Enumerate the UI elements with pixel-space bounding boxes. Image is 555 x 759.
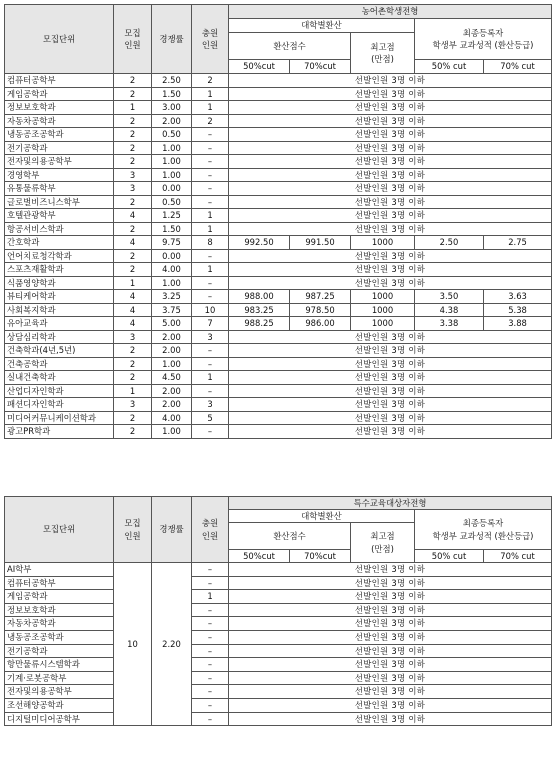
extra-value: –: [192, 617, 229, 631]
ratio-value: 2.00: [152, 384, 192, 398]
unit-name: AI학부: [5, 563, 114, 577]
ratio-value: 1.00: [152, 357, 192, 371]
extra-value: 1: [192, 209, 229, 223]
ratio-value: 9.75: [152, 236, 192, 250]
selection-note: 선발인원 3명 이하: [229, 222, 552, 236]
table-row: [5, 658, 552, 672]
table-row: [5, 290, 552, 304]
col-header-extra: 충원 인원: [192, 497, 229, 563]
ratio-value: 1.00: [152, 425, 192, 439]
extra-value: –: [192, 290, 229, 304]
table-row: [5, 371, 552, 385]
extra-value: 10: [192, 303, 229, 317]
unit-name: 언어치료청각학과: [5, 249, 114, 263]
extra-value: –: [192, 155, 229, 169]
selection-note: 선발인원 3명 이하: [229, 344, 552, 358]
unit-name: 게임공학과: [5, 590, 114, 604]
col-header-quota: 모집 인원: [114, 497, 152, 563]
quota-value: 4: [114, 209, 152, 223]
unit-name: 미디어커뮤니케이션학과: [5, 411, 114, 425]
quota-value: 1: [114, 276, 152, 290]
table-row: [5, 182, 552, 196]
extra-value: –: [192, 276, 229, 290]
cut70-value: 986.00: [290, 317, 351, 331]
extra-value: –: [192, 563, 229, 577]
unit-name: 건축공학과: [5, 357, 114, 371]
selection-note: 선발인원 3명 이하: [229, 603, 552, 617]
unit-name: 자동차공학과: [5, 617, 114, 631]
cut50-value: 988.00: [229, 290, 290, 304]
col-header-final-cut70: 70% cut: [484, 60, 552, 74]
shared-quota-value: 10: [114, 563, 152, 726]
extra-value: –: [192, 698, 229, 712]
ratio-value: 3.75: [152, 303, 192, 317]
extra-value: –: [192, 141, 229, 155]
final-cut70-value: 5.38: [484, 303, 552, 317]
quota-value: 1: [114, 101, 152, 115]
special-education-admission-table: [4, 496, 552, 726]
selection-note: 선발인원 3명 이하: [229, 209, 552, 223]
selection-note: 선발인원 3명 이하: [229, 671, 552, 685]
unit-name: 전기공학과: [5, 644, 114, 658]
table-row: [5, 671, 552, 685]
ratio-value: 1.00: [152, 276, 192, 290]
unit-name: 정보보호학과: [5, 101, 114, 115]
quota-value: 2: [114, 344, 152, 358]
quota-value: 2: [114, 222, 152, 236]
extra-value: 2: [192, 74, 229, 88]
quota-value: 2: [114, 74, 152, 88]
extra-value: 1: [192, 590, 229, 604]
unit-name: 기계·로봇공학부: [5, 671, 114, 685]
col-header-max-score: 최고점 (만점): [351, 33, 415, 74]
table-row: [5, 603, 552, 617]
col-header-cut50: 50%cut: [229, 60, 290, 74]
col-header-final-cut50: 50% cut: [415, 60, 484, 74]
extra-value: –: [192, 712, 229, 726]
ratio-value: 1.00: [152, 168, 192, 182]
selection-note: 선발인원 3명 이하: [229, 276, 552, 290]
quota-value: 3: [114, 182, 152, 196]
table-row: [5, 101, 552, 115]
table-row: [5, 222, 552, 236]
ratio-value: 1.00: [152, 155, 192, 169]
ratio-value: 0.50: [152, 195, 192, 209]
cut50-value: 983.25: [229, 303, 290, 317]
selection-note: 선발인원 3명 이하: [229, 249, 552, 263]
quota-value: 4: [114, 303, 152, 317]
table-row: [5, 644, 552, 658]
col-header-score-group: 환산점수: [229, 523, 351, 550]
selection-note: 선발인원 3명 이하: [229, 698, 552, 712]
col-header-cut70: 70%cut: [290, 60, 351, 74]
selection-note: 선발인원 3명 이하: [229, 685, 552, 699]
table-row: [5, 114, 552, 128]
extra-value: –: [192, 384, 229, 398]
extra-value: 5: [192, 411, 229, 425]
table-row: [5, 617, 552, 631]
selection-note: 선발인원 3명 이하: [229, 590, 552, 604]
cut70-value: 978.50: [290, 303, 351, 317]
ratio-value: 1.25: [152, 209, 192, 223]
quota-value: 2: [114, 263, 152, 277]
extra-value: 3: [192, 330, 229, 344]
extra-value: 3: [192, 398, 229, 412]
cut50-value: 992.50: [229, 236, 290, 250]
unit-name: 전자및의용공학부: [5, 685, 114, 699]
extra-value: 1: [192, 87, 229, 101]
col-header-max-score: 최고점 (만점): [351, 523, 415, 563]
extra-value: –: [192, 182, 229, 196]
col-header-ratio: 경쟁률: [152, 5, 192, 74]
extra-value: –: [192, 576, 229, 590]
selection-note: 선발인원 3명 이하: [229, 617, 552, 631]
unit-name: 스포츠재활학과: [5, 263, 114, 277]
unit-name: 전자및의용공학부: [5, 155, 114, 169]
quota-value: 2: [114, 249, 152, 263]
unit-name: 패션디자인학과: [5, 398, 114, 412]
extra-value: –: [192, 357, 229, 371]
unit-name: 컴퓨터공학부: [5, 74, 114, 88]
unit-name: 자동차공학과: [5, 114, 114, 128]
quota-value: 2: [114, 411, 152, 425]
table-row: [5, 276, 552, 290]
unit-name: 사회복지학과: [5, 303, 114, 317]
max-score-value: 1000: [351, 303, 415, 317]
table-row: [5, 384, 552, 398]
table-row: [5, 195, 552, 209]
quota-value: 3: [114, 398, 152, 412]
table-row: [5, 74, 552, 88]
quota-value: 1: [114, 384, 152, 398]
shared-ratio-value: 2.20: [152, 563, 192, 726]
selection-note: 선발인원 3명 이하: [229, 398, 552, 412]
quota-value: 2: [114, 425, 152, 439]
extra-value: –: [192, 344, 229, 358]
ratio-value: 1.00: [152, 141, 192, 155]
ratio-value: 0.00: [152, 182, 192, 196]
table-row: [5, 236, 552, 250]
table-row: [5, 357, 552, 371]
unit-name: 조선해양공학과: [5, 698, 114, 712]
col-header-final-cut70: 70% cut: [484, 550, 552, 563]
table-row: [5, 155, 552, 169]
ratio-value: 4.00: [152, 411, 192, 425]
quota-value: 4: [114, 290, 152, 304]
extra-value: –: [192, 168, 229, 182]
quota-value: 3: [114, 330, 152, 344]
ratio-value: 4.50: [152, 371, 192, 385]
selection-note: 선발인원 3명 이하: [229, 384, 552, 398]
unit-name: 디지털미디어공학부: [5, 712, 114, 726]
selection-note: 선발인원 3명 이하: [229, 425, 552, 439]
final-cut50-value: 3.50: [415, 290, 484, 304]
ratio-value: 4.00: [152, 263, 192, 277]
unit-name: 건축학과(4년,5년): [5, 344, 114, 358]
quota-value: 2: [114, 141, 152, 155]
unit-name: 간호학과: [5, 236, 114, 250]
selection-note: 선발인원 3명 이하: [229, 101, 552, 115]
ratio-value: 2.00: [152, 344, 192, 358]
unit-name: 게임공학과: [5, 87, 114, 101]
col-header-score-group: 환산점수: [229, 33, 351, 60]
unit-name: 실내건축학과: [5, 371, 114, 385]
ratio-value: 0.00: [152, 249, 192, 263]
extra-value: 1: [192, 263, 229, 277]
col-header-cut70: 70%cut: [290, 550, 351, 563]
unit-name: 유아교육과: [5, 317, 114, 331]
extra-value: –: [192, 644, 229, 658]
ratio-value: 2.00: [152, 398, 192, 412]
table-row: [5, 303, 552, 317]
extra-value: –: [192, 128, 229, 142]
unit-name: 산업디자인학과: [5, 384, 114, 398]
cut70-value: 991.50: [290, 236, 351, 250]
selection-note: 선발인원 3명 이하: [229, 330, 552, 344]
table-row: [5, 698, 552, 712]
col-header-final-cut50: 50% cut: [415, 550, 484, 563]
selection-note: 선발인원 3명 이하: [229, 168, 552, 182]
table-row: [5, 576, 552, 590]
col-header-univ-group: 대학별환산: [229, 510, 415, 523]
col-header-ratio: 경쟁률: [152, 497, 192, 563]
table-row: [5, 317, 552, 331]
selection-note: 선발인원 3명 이하: [229, 114, 552, 128]
table-title: 농어촌학생전형: [229, 5, 552, 19]
table-row: [5, 87, 552, 101]
unit-name: 상담심리학과: [5, 330, 114, 344]
unit-name: 글로벌비즈니스학부: [5, 195, 114, 209]
unit-name: 냉동공조공학과: [5, 128, 114, 142]
max-score-value: 1000: [351, 290, 415, 304]
extra-value: –: [192, 603, 229, 617]
quota-value: 2: [114, 87, 152, 101]
ratio-value: 1.50: [152, 87, 192, 101]
extra-value: –: [192, 195, 229, 209]
ratio-value: 3.25: [152, 290, 192, 304]
extra-value: 1: [192, 222, 229, 236]
extra-value: –: [192, 425, 229, 439]
unit-name: 유통물류학부: [5, 182, 114, 196]
ratio-value: 5.00: [152, 317, 192, 331]
table-row: [5, 563, 552, 577]
final-cut70-value: 2.75: [484, 236, 552, 250]
selection-note: 선발인원 3명 이하: [229, 128, 552, 142]
table-row: [5, 209, 552, 223]
col-header-final-group: 최종등록자 학생부 교과성적 (환산등급): [415, 19, 552, 60]
table-row: [5, 128, 552, 142]
quota-value: 3: [114, 168, 152, 182]
table-row: [5, 685, 552, 699]
final-cut50-value: 3.38: [415, 317, 484, 331]
unit-name: 광고PR학과: [5, 425, 114, 439]
final-cut50-value: 2.50: [415, 236, 484, 250]
selection-note: 선발인원 3명 이하: [229, 712, 552, 726]
table-row: [5, 411, 552, 425]
ratio-value: 2.50: [152, 74, 192, 88]
farm-fishing-admission-table: [4, 4, 552, 439]
unit-name: 항공서비스학과: [5, 222, 114, 236]
col-header-cut50: 50%cut: [229, 550, 290, 563]
selection-note: 선발인원 3명 이하: [229, 371, 552, 385]
selection-note: 선발인원 3명 이하: [229, 630, 552, 644]
selection-note: 선발인원 3명 이하: [229, 563, 552, 577]
quota-value: 2: [114, 371, 152, 385]
selection-note: 선발인원 3명 이하: [229, 155, 552, 169]
unit-name: 냉동공조공학과: [5, 630, 114, 644]
table-row: [5, 168, 552, 182]
table-row: [5, 330, 552, 344]
col-header-univ-group: 대학별환산: [229, 19, 415, 33]
selection-note: 선발인원 3명 이하: [229, 141, 552, 155]
final-cut70-value: 3.63: [484, 290, 552, 304]
extra-value: –: [192, 658, 229, 672]
final-cut70-value: 3.88: [484, 317, 552, 331]
extra-value: –: [192, 685, 229, 699]
col-header-unit: 모집단위: [5, 497, 114, 563]
quota-value: 4: [114, 317, 152, 331]
table-row: [5, 712, 552, 726]
extra-value: –: [192, 671, 229, 685]
ratio-value: 1.50: [152, 222, 192, 236]
table-title: 특수교육대상자전형: [229, 497, 552, 510]
col-header-extra: 충원 인원: [192, 5, 229, 74]
unit-name: 호텔관광학부: [5, 209, 114, 223]
selection-note: 선발인원 3명 이하: [229, 263, 552, 277]
col-header-quota: 모집 인원: [114, 5, 152, 74]
unit-name: 경영학부: [5, 168, 114, 182]
extra-value: 1: [192, 371, 229, 385]
table-row: [5, 630, 552, 644]
selection-note: 선발인원 3명 이하: [229, 576, 552, 590]
extra-value: –: [192, 630, 229, 644]
table-row: [5, 425, 552, 439]
selection-note: 선발인원 3명 이하: [229, 195, 552, 209]
cut50-value: 988.25: [229, 317, 290, 331]
final-cut50-value: 4.38: [415, 303, 484, 317]
col-header-final-group: 최종등록자 학생부 교과성적 (환산등급): [415, 510, 552, 550]
selection-note: 선발인원 3명 이하: [229, 87, 552, 101]
quota-value: 4: [114, 236, 152, 250]
extra-value: 7: [192, 317, 229, 331]
table-row: [5, 398, 552, 412]
ratio-value: 0.50: [152, 128, 192, 142]
unit-name: 항만물류시스템학과: [5, 658, 114, 672]
unit-name: 뷰티케어학과: [5, 290, 114, 304]
selection-note: 선발인원 3명 이하: [229, 182, 552, 196]
selection-note: 선발인원 3명 이하: [229, 357, 552, 371]
unit-name: 컴퓨터공학부: [5, 576, 114, 590]
quota-value: 2: [114, 195, 152, 209]
selection-note: 선발인원 3명 이하: [229, 411, 552, 425]
cut70-value: 987.25: [290, 290, 351, 304]
max-score-value: 1000: [351, 317, 415, 331]
quota-value: 2: [114, 128, 152, 142]
quota-value: 2: [114, 114, 152, 128]
table-row: [5, 263, 552, 277]
extra-value: 1: [192, 101, 229, 115]
extra-value: 2: [192, 114, 229, 128]
unit-name: 식품영양학과: [5, 276, 114, 290]
extra-value: –: [192, 249, 229, 263]
table-row: [5, 590, 552, 604]
ratio-value: 2.00: [152, 114, 192, 128]
selection-note: 선발인원 3명 이하: [229, 644, 552, 658]
quota-value: 2: [114, 357, 152, 371]
unit-name: 정보보호학과: [5, 603, 114, 617]
quota-value: 2: [114, 155, 152, 169]
selection-note: 선발인원 3명 이하: [229, 74, 552, 88]
table-row: [5, 141, 552, 155]
table-row: [5, 344, 552, 358]
max-score-value: 1000: [351, 236, 415, 250]
unit-name: 전기공학과: [5, 141, 114, 155]
ratio-value: 3.00: [152, 101, 192, 115]
ratio-value: 2.00: [152, 330, 192, 344]
col-header-unit: 모집단위: [5, 5, 114, 74]
extra-value: 8: [192, 236, 229, 250]
selection-note: 선발인원 3명 이하: [229, 658, 552, 672]
table-row: [5, 249, 552, 263]
